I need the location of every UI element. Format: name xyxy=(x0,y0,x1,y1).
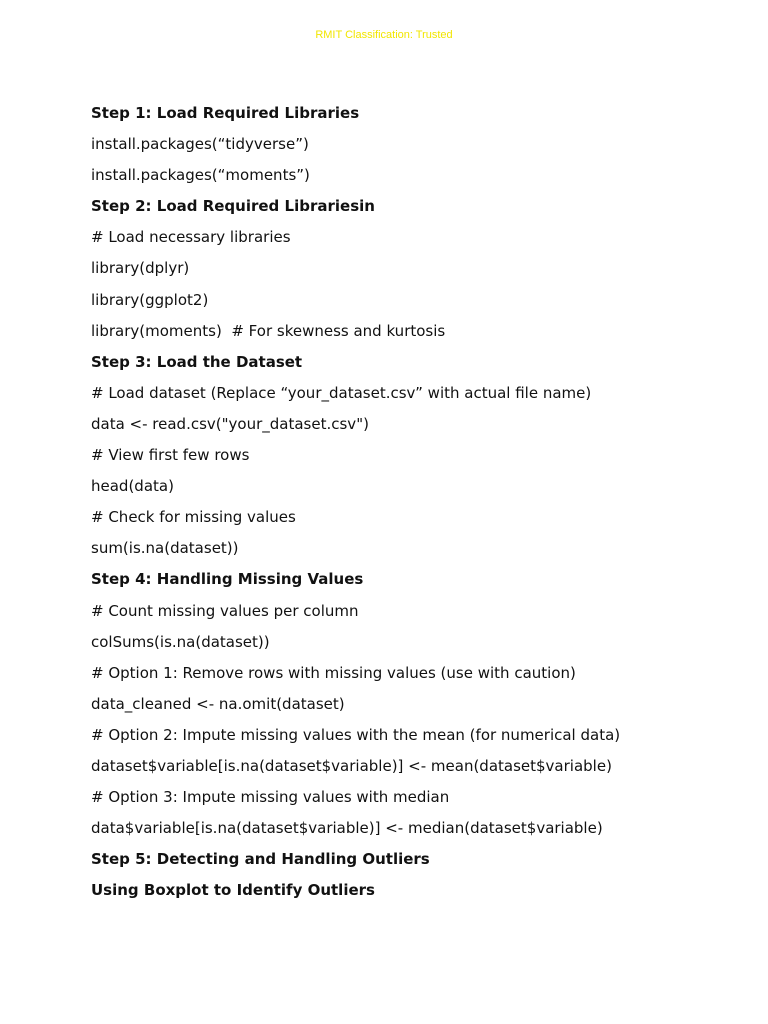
step-3-heading: Step 3: Load the Dataset xyxy=(91,352,303,371)
comment-line: # Option 2: Impute missing values with the mean (for numerical data) xyxy=(91,725,621,744)
code-line: library(ggplot2) xyxy=(91,290,209,309)
comment-line: # Count missing values per column xyxy=(91,601,359,620)
code-line: install.packages(“tidyverse”) xyxy=(91,135,309,154)
code-line: data$variable[is.na(dataset$variable)] <- median(dataset$variable) xyxy=(91,819,603,838)
code-line: colSums(is.na(dataset)) xyxy=(91,632,270,651)
step-2-heading: Step 2: Load Required Librariesin xyxy=(91,197,375,216)
comment-line: # Check for missing values xyxy=(91,508,296,527)
code-line: library(dplyr) xyxy=(91,259,190,278)
comment-line: # Option 1: Remove rows with missing values (use with caution) xyxy=(91,663,576,682)
code-line: install.packages(“moments”) xyxy=(91,166,310,185)
comment-line: # Load dataset (Replace “your_dataset.csv” with actual file name) xyxy=(91,383,592,402)
code-line: dataset$variable[is.na(dataset$variable)] <- mean(dataset$variable) xyxy=(91,756,612,775)
code-line: head(data) xyxy=(91,477,174,496)
code-line: data_cleaned <- na.omit(dataset) xyxy=(91,694,345,713)
step-1-heading: Step 1: Load Required Libraries xyxy=(91,104,360,122)
comment-line: # Load necessary libraries xyxy=(91,228,291,247)
code-line: data <- read.csv("your_dataset.csv") xyxy=(91,414,369,433)
step-5-heading: Step 5: Detecting and Handling Outliers xyxy=(91,850,430,869)
classification-label: RMIT Classification: Trusted xyxy=(315,29,453,41)
comment-line: # View first few rows xyxy=(91,446,250,465)
step-4-heading: Step 4: Handling Missing Values xyxy=(91,570,364,589)
code-line: library(moments) # For skewness and kurtosis xyxy=(91,321,446,340)
document-body xyxy=(91,98,731,906)
subheading-boxplot: Using Boxplot to Identify Outliers xyxy=(91,881,375,900)
code-line: sum(is.na(dataset)) xyxy=(91,539,239,558)
comment-line: # Option 3: Impute missing values with median xyxy=(91,788,450,807)
